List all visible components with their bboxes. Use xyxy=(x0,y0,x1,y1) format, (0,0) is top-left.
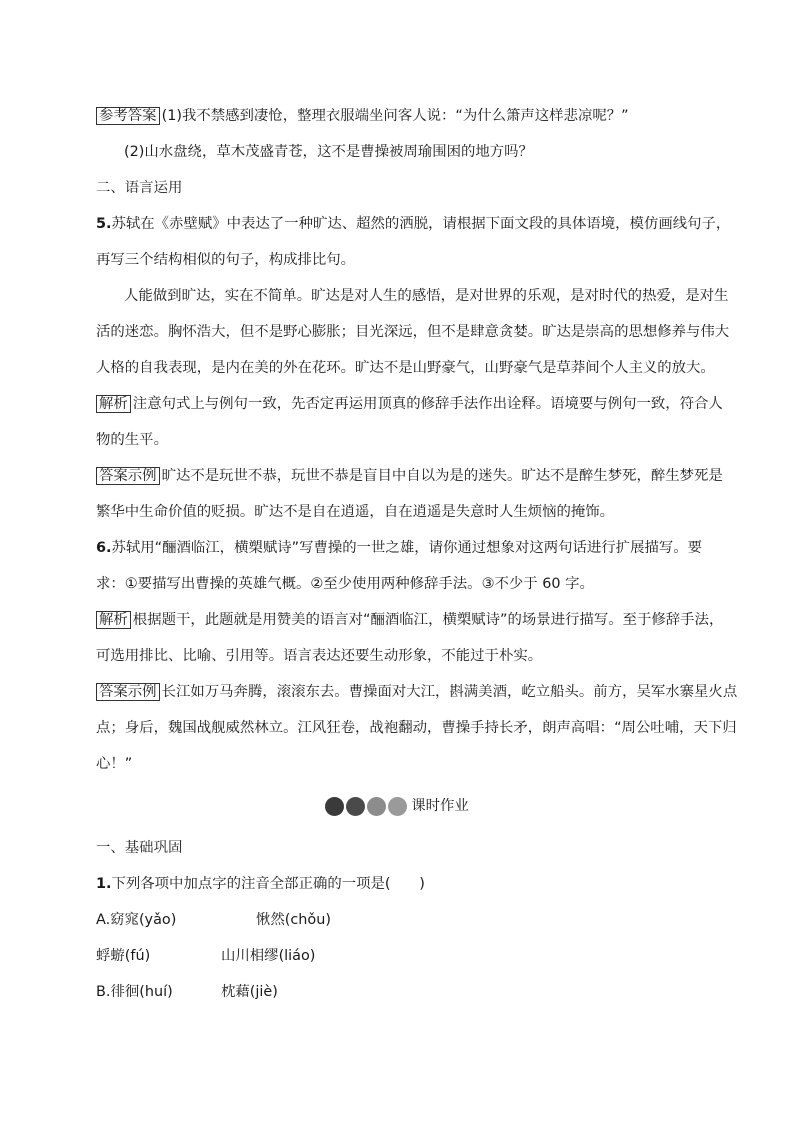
question-5-passage-line-3: 人格的自我表现，是内在美的外在花环。旷达不是山野豪气，山野豪气是草莽间个人主义的放大。 xyxy=(96,360,715,376)
question-6-stem-text-1: 苏轼用“酾酒临江，横槊赋诗”写曹操的一世之雄，请你通过想象对这两句话进行扩展描写。要 xyxy=(111,540,703,556)
reference-answer-tag: 参考答案 xyxy=(96,107,160,125)
question-1-stem-text: 下列各项中加点字的注音全部正确的一项是( ) xyxy=(111,876,425,892)
homework-dot xyxy=(367,797,386,816)
question-6-stem-line-2: 求：①要描写出曹操的英雄气概。②至少使用两种修辞手法。③不少于 60 字。 xyxy=(96,576,594,592)
question-1-option-b-2: 枕藉(jiè) xyxy=(221,984,278,1000)
homework-label: 课时作业 xyxy=(411,798,469,814)
homework-section-header xyxy=(96,794,698,818)
question-1-option-a-3: 蜉蝣(fú) xyxy=(96,948,151,964)
question-1-number: 1. xyxy=(96,876,112,892)
question-5-analysis-text-1: 注意句式上与例句一致，先否定再运用顶真的修辞手法作出诠释。语境要与例句一致，符合人 xyxy=(132,396,723,412)
section-title-basic-consolidation: 一、基础巩固 xyxy=(96,840,183,856)
question-5-stem-text-1: 苏轼在《赤壁赋》中表达了一种旷达、超然的洒脱，请根据下面文段的具体语境，模仿画线句子， xyxy=(111,216,731,232)
homework-dot xyxy=(346,797,365,816)
question-6-answer-text-1: 长江如万马奔腾，滚滚东去。曹操面对大江，斟满美酒，屹立船头。前方，吴军水寨星火点 xyxy=(161,684,738,700)
question-6-analysis-line-1 xyxy=(96,610,723,630)
reference-answer-text-1: (1)我不禁感到凄怆，整理衣服端坐问客人说：“为什么箫声这样悲凉呢？” xyxy=(161,108,629,124)
question-1-option-b-1: B.徘徊(huí) xyxy=(96,984,173,1000)
question-5-passage-line-1: 人能做到旷达，实在不简单。旷达是对人生的感悟，是对世界的乐观，是对时代的热爱，是对生 xyxy=(124,288,729,304)
question-5-stem-line-2: 再写三个结构相似的句子，构成排比句。 xyxy=(96,252,356,268)
question-1-option-a-2: 愀然(chǒu) xyxy=(256,912,331,928)
homework-dot xyxy=(388,797,407,816)
question-5-answer-line-1 xyxy=(96,466,723,486)
question-5-passage-line-2: 活的迷恋。胸怀浩大，但不是野心膨胀；目光深远，但不是肆意贪婪。旷达是崇高的思想修养与伟大 xyxy=(96,324,730,340)
question-6-answer-line-3: 心！” xyxy=(96,756,133,772)
question-6-answer-tag: 答案示例 xyxy=(96,683,160,701)
question-5-answer-tag: 答案示例 xyxy=(96,467,160,485)
question-6-answer-line-1 xyxy=(96,682,737,702)
section-title-language-use: 二、语言运用 xyxy=(96,180,183,196)
question-5-answer-text-1: 旷达不是玩世不恭，玩世不恭是盲目中自以为是的迷失。旷达不是醉生梦死，醉生梦死是 xyxy=(161,468,723,484)
question-6-stem-line-1 xyxy=(96,538,702,558)
homework-dots-icon xyxy=(325,797,409,816)
reference-answer-line-2: (2)山水盘绕，草木茂盛青苍，这不是曹操被周瑜围困的地方吗？ xyxy=(124,144,533,160)
question-5-answer-line-2: 繁华中生命价值的贬损。旷达不是自在逍遥，自在逍遥是失意时人生烦恼的掩饰。 xyxy=(96,504,615,520)
question-6-analysis-tag: 解析 xyxy=(96,611,131,629)
question-1-stem xyxy=(96,874,425,894)
question-1-option-a-1: A.窈窕(yǎo) xyxy=(96,912,177,928)
question-5-analysis-line-1 xyxy=(96,394,723,414)
question-5-stem-line-1 xyxy=(96,214,730,234)
question-6-number: 6. xyxy=(96,540,112,556)
homework-dot xyxy=(325,797,344,816)
question-6-answer-line-2: 点；身后，魏国战舰威然林立。江风狂卷，战袍翻动，曹操手持长矛，朗声高唱：“周公吐哺，天下归 xyxy=(96,720,737,736)
question-6-analysis-line-2: 可选用排比、比喻、引用等。语言表达还要生动形象，不能过于朴实。 xyxy=(96,648,543,664)
question-5-analysis-line-2: 物的生平。 xyxy=(96,432,168,448)
reference-answer-line-1 xyxy=(96,106,629,126)
question-1-option-a-4: 山川相缪(liáo) xyxy=(221,948,316,964)
question-5-analysis-tag: 解析 xyxy=(96,395,131,413)
question-5-number: 5. xyxy=(96,216,112,232)
question-6-analysis-text-1: 根据题干，此题就是用赞美的语言对“酾酒临江，横槊赋诗”的场景进行描写。至于修辞手法， xyxy=(132,612,724,628)
